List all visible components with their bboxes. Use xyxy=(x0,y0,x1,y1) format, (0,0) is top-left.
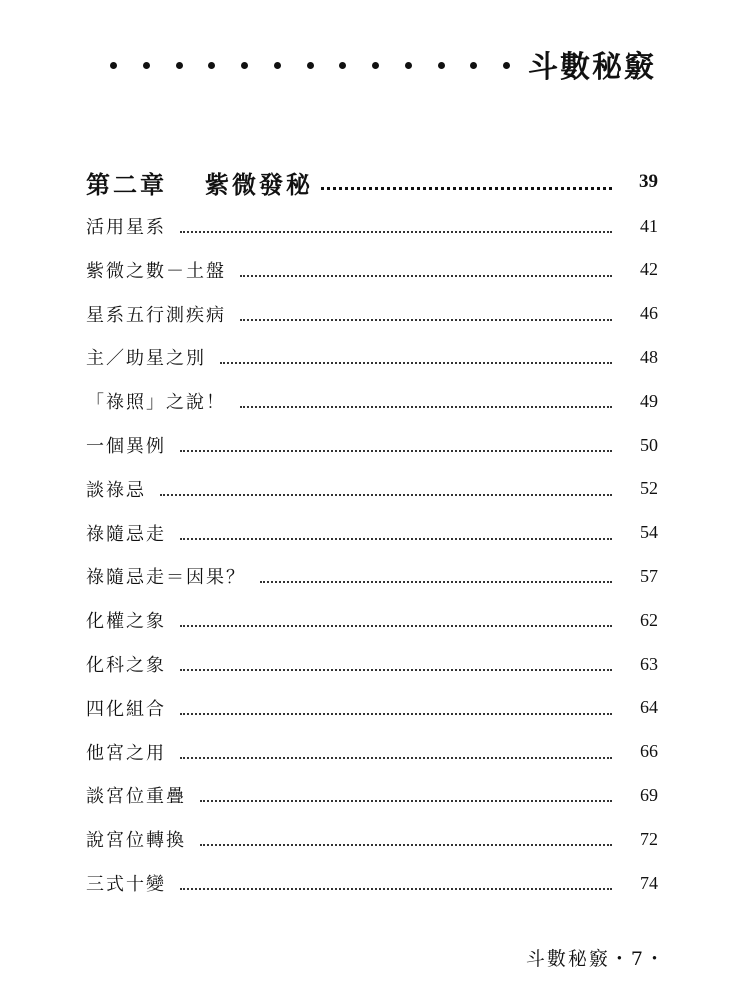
dot-leader xyxy=(180,538,612,540)
dot-leader xyxy=(180,669,612,671)
chapter-title: 紫微發秘 xyxy=(205,169,313,199)
chapter-heading xyxy=(86,162,658,202)
toc-entry xyxy=(86,775,658,815)
toc-entry-page: 42 xyxy=(640,259,658,280)
toc-entry-title: 「祿照」之說！ xyxy=(86,392,226,414)
toc-entry-page: 46 xyxy=(640,303,658,324)
toc-entry-page: 52 xyxy=(640,478,658,499)
toc-entry-page: 50 xyxy=(640,434,658,455)
toc-entry-page: 64 xyxy=(640,697,658,718)
toc-entry-page: 63 xyxy=(640,653,658,674)
toc-entry-title: 活用星系 xyxy=(86,217,166,238)
chapter-page: 39 xyxy=(639,171,658,192)
toc-entry xyxy=(86,469,658,509)
toc-entry xyxy=(86,381,658,421)
toc-entry-title: 祿隨忌走 xyxy=(86,523,166,545)
dot-leader xyxy=(220,362,612,364)
toc-entry-page: 72 xyxy=(640,828,658,849)
toc-entry xyxy=(86,337,658,377)
toc-entry xyxy=(86,250,658,290)
dot-leader xyxy=(200,800,612,802)
toc-entry-page: 74 xyxy=(640,872,658,893)
toc-entry-title: 星系五行測疾病 xyxy=(86,304,226,326)
toc-entry xyxy=(86,819,658,859)
toc-entry-title: 他宮之用 xyxy=(86,742,166,764)
toc-entry-title: 化科之象 xyxy=(86,655,166,676)
toc-entry xyxy=(86,688,658,728)
toc-entry xyxy=(86,600,658,640)
toc-entry xyxy=(86,556,658,596)
toc-entry-page: 49 xyxy=(640,390,658,411)
dot-leader xyxy=(260,581,612,583)
chapter-label: 第二章 xyxy=(86,169,167,199)
toc-entry-page: 57 xyxy=(640,565,658,586)
dot-leader xyxy=(321,187,612,190)
chapter-title-group xyxy=(86,165,313,200)
toc-entry-page: 69 xyxy=(640,784,658,805)
toc-entry-page: 62 xyxy=(640,609,658,630)
toc-entry-title: 說宮位轉換 xyxy=(86,830,186,852)
toc-entry-page: 54 xyxy=(640,522,658,543)
dot-leader xyxy=(180,888,612,890)
dot-leader xyxy=(240,319,612,321)
toc-entry-title: 四化組合 xyxy=(86,698,166,720)
header-title: 斗數秘竅 xyxy=(528,50,656,85)
toc-entry-title: 三式十變 xyxy=(86,874,166,895)
dot-leader xyxy=(200,844,612,846)
toc-entry xyxy=(86,863,658,903)
dot-leader xyxy=(180,713,612,715)
toc-entry-page: 66 xyxy=(640,741,658,762)
page-footer: 斗數秘竅・7・ xyxy=(525,948,666,970)
toc-entry xyxy=(86,732,658,772)
dot-leader xyxy=(180,625,612,627)
toc-entry xyxy=(86,513,658,553)
running-header xyxy=(100,36,660,86)
toc-entry-title: 紫微之數－土盤 xyxy=(86,260,226,282)
toc-entry-page: 41 xyxy=(640,215,658,236)
header-dot-leader xyxy=(110,60,510,70)
dot-leader xyxy=(240,406,612,408)
dot-leader xyxy=(160,494,612,496)
toc-entry xyxy=(86,644,658,684)
toc-entry xyxy=(86,206,658,246)
dot-leader xyxy=(180,757,612,759)
toc-entry-page: 48 xyxy=(640,346,658,367)
dot-leader xyxy=(180,450,612,452)
toc-entry-title: 祿隨忌走＝因果？ xyxy=(86,567,246,589)
toc-entry-title: 主／助星之別 xyxy=(86,348,206,370)
toc-entry-title: 談祿忌 xyxy=(86,479,146,501)
dot-leader xyxy=(240,275,612,277)
toc-entry xyxy=(86,294,658,334)
toc-entry xyxy=(86,425,658,465)
dot-leader xyxy=(180,231,612,233)
toc-entry-title: 化權之象 xyxy=(86,611,166,633)
toc-entry-title: 談宮位重疊 xyxy=(86,786,186,808)
toc-entry-title: 一個異例 xyxy=(86,436,166,457)
